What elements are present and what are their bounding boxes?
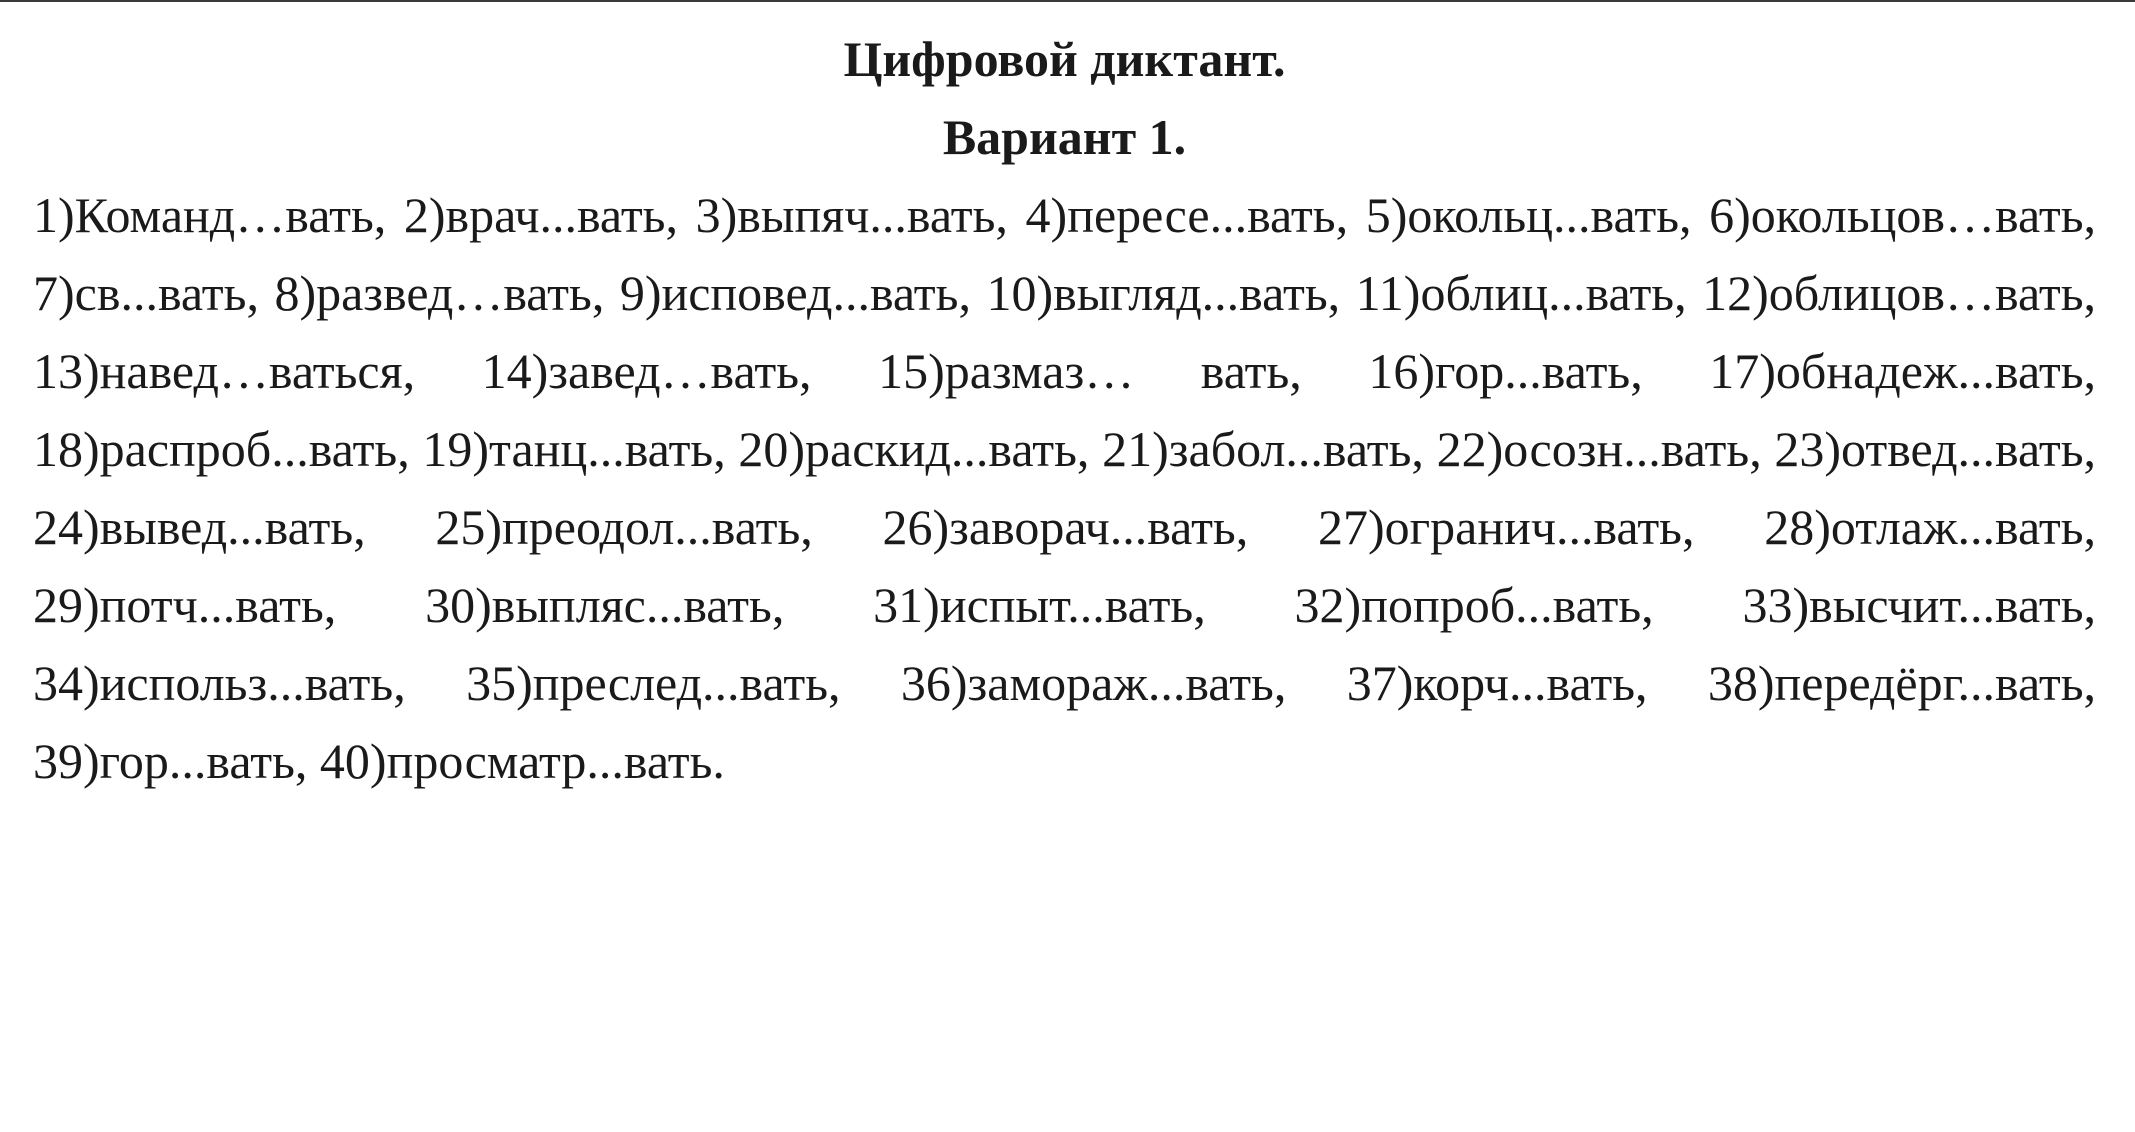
dictation-item: 38)передёрг...вать, xyxy=(1707,655,2096,711)
dictation-item: 29)потч...вать, xyxy=(33,577,337,633)
dictation-item: 19)танц...вать, xyxy=(422,421,726,477)
dictation-item: 9)исповед...вать, xyxy=(619,265,971,321)
dictation-item: 11)облиц...вать, xyxy=(1355,265,1687,321)
dictation-item: 15)размаз… вать, xyxy=(878,343,1302,399)
dictation-item: 31)испыт...вать, xyxy=(873,577,1206,633)
dictation-item: 7)св...вать, xyxy=(33,265,259,321)
dictation-item: 25)преодол...вать, xyxy=(435,499,813,555)
dictation-item: 16)гор...вать, xyxy=(1368,343,1643,399)
dictation-item: 27)огранич...вать, xyxy=(1317,499,1695,555)
dictation-item: 21)забол...вать, xyxy=(1102,421,1424,477)
dictation-item: 28)отлаж...вать, xyxy=(1764,499,2097,555)
document-title: Цифровой диктант. xyxy=(843,31,1286,87)
dictation-item: 2)врач...вать, xyxy=(403,187,678,243)
dictation-item: 8)развед…вать, xyxy=(274,265,605,321)
dictation-item: 12)облицов…вать, xyxy=(1702,265,2097,321)
dictation-item: 40)просматр...вать. xyxy=(319,733,725,789)
document-page xyxy=(33,20,2096,800)
variant-heading: Вариант 1. xyxy=(942,109,1187,165)
dictation-item: 17)обнадеж...вать, xyxy=(1709,343,2096,399)
dictation-item: 23)отвед...вать, xyxy=(1774,421,2097,477)
dictation-item: 22)осозн...вать, xyxy=(1436,421,1762,477)
dictation-item: 6)окольцов…вать, xyxy=(1709,187,2097,243)
dictation-item: 5)окольц...вать, xyxy=(1365,187,1692,243)
dictation-item: 37)корч...вать, xyxy=(1346,655,1648,711)
dictation-item: 36)замораж...вать, xyxy=(900,655,1287,711)
dictation-item: 24)вывед...вать, xyxy=(33,499,366,555)
dictation-item: 18)распроб...вать, xyxy=(33,421,410,477)
top-border-line xyxy=(0,0,2135,2)
dictation-items-paragraph xyxy=(33,176,2096,800)
dictation-item: 32)попроб...вать, xyxy=(1294,577,1654,633)
dictation-item: 4)пересе...вать, xyxy=(1025,187,1349,243)
dictation-item: 14)завед…вать, xyxy=(481,343,812,399)
dictation-item: 30)выпляс...вать, xyxy=(425,577,785,633)
dictation-item: 33)высчит...вать, xyxy=(1742,577,2097,633)
dictation-item: 34)использ...вать, xyxy=(33,655,406,711)
dictation-item: 13)навед…ваться, xyxy=(33,343,416,399)
dictation-item: 10)выгляд...вать, xyxy=(986,265,1341,321)
dictation-item: 35)преслед...вать, xyxy=(466,655,841,711)
dictation-item: 20)раскид...вать, xyxy=(738,421,1090,477)
dictation-item: 39)гор...вать, xyxy=(33,733,308,789)
dictation-item: 1)Команд…вать, xyxy=(33,187,387,243)
dictation-item: 26)заворач...вать, xyxy=(882,499,1249,555)
dictation-item: 3)выпяч...вать, xyxy=(695,187,1008,243)
